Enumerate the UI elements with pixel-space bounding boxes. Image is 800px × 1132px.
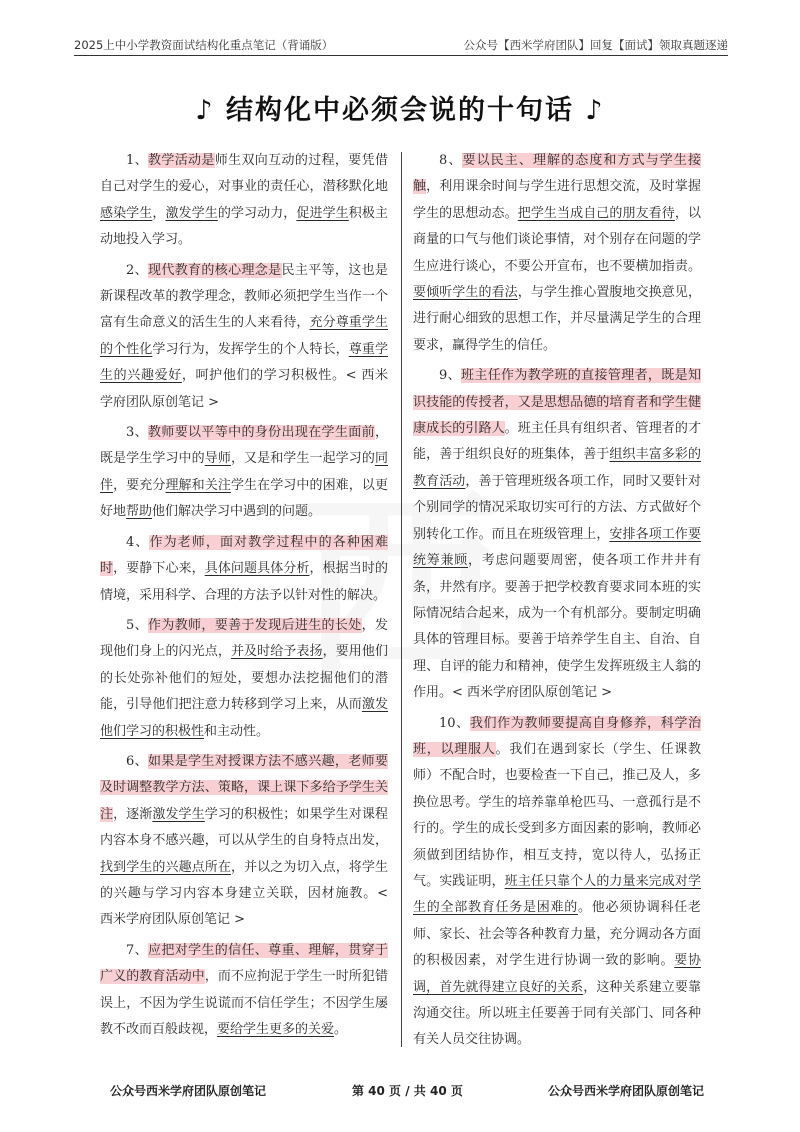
highlighted-text: 我们作为教师要提高自身修养，科学治班，以理服人 <box>413 715 701 757</box>
body-text: ，以商量的口气与他们谈论事情，对个别存在问题的学生应进行谈心，不要公开宣布，也不要横加指责。 <box>413 205 701 274</box>
underlined-text: 班主任只靠个人的力量来完成对学生的全部教育任务是困难的 <box>413 873 701 916</box>
page-footer <box>0 1082 800 1102</box>
underlined-text: 要倾听学生的看法 <box>413 285 518 301</box>
body-text: ，要用他们的长处弥补他们的短处，要想办法挖掘他们的潜能，引导他们把注意力转移到学习上来，从而 <box>100 644 388 713</box>
highlighted-text: 教学活动是 <box>147 153 215 168</box>
body-text: 8、 <box>439 153 463 168</box>
body-text: 他们解决学习中遇到的问题。 <box>152 504 322 520</box>
underlined-text: 安排各项工作要统筹兼顾 <box>413 526 701 569</box>
page-title: ♪ 结构化中必须会说的十句话 ♪ <box>195 95 605 126</box>
paragraph-6 <box>100 749 388 934</box>
body-text: 7、 <box>126 942 148 958</box>
body-text: ，发现他们身上的闪光点， <box>100 617 388 660</box>
underlined-text: 同伴 <box>100 451 388 493</box>
body-text: 5、 <box>126 617 148 633</box>
underlined-text: 导师 <box>204 451 231 467</box>
underlined-text: 要给学生更多的关爱 <box>217 1022 335 1037</box>
underlined-text: 感染学生 <box>100 205 153 221</box>
body-text: 10、 <box>439 715 470 731</box>
underlined-text: 尊重学生的兴趣爱好 <box>100 341 388 384</box>
body-text: 学习的积极性；如果学生对课程内容本身不感兴趣，可以从学生的自身特点出发， <box>100 806 388 849</box>
body-text: 9、 <box>439 368 461 384</box>
underlined-text: 找到学生的兴趣点所在 <box>100 859 231 875</box>
underlined-text: 帮助 <box>126 504 153 520</box>
body-text: ，善于管理班级各项工作，同时又要针对个别同学的情况采取切实可行的方法、方式做好个别转化工作。而且在班级管理上， <box>413 473 701 542</box>
highlighted-text: 现代教育的核心理念是 <box>147 262 282 278</box>
body-text: ，而不应拘泥于学生一时所犯错误上，不因为学生说谎而不信任学生；不因学生屡教不改而百般歧视， <box>100 969 388 1037</box>
paragraph-1 <box>100 148 388 254</box>
body-text: 学习行为，发挥学生的个人特长， <box>152 341 349 357</box>
body-text: ， <box>152 205 166 221</box>
body-text: ，这种关系建立要靠沟通交往。所以班主任要善于同有关部门、同各种有关人员交往协调。 <box>413 979 701 1048</box>
body-text: 的学习动力， <box>217 205 297 221</box>
highlighted-text: 应把对学生的信任、尊重、理解，贯穿于广义的教育活动中 <box>100 942 388 985</box>
body-text: 。他必须协调科任老师、家长、社会等各种教育力量，充分调动各方面的积极因素，对学生进行协调一致的影响。 <box>413 900 701 969</box>
body-text: ，又是和学生一起学习的 <box>230 451 375 467</box>
paragraph-10 <box>413 711 701 1054</box>
body-text: ，逐渐 <box>113 806 153 822</box>
underlined-text: 把学生当成自己的朋友看待 <box>517 205 675 221</box>
body-text: 。班主任具有组织者、管理者的才能，善于组织良好的班集体，善于 <box>413 421 701 463</box>
highlighted-text: 如果是学生对授课方法不感兴趣，老师要及时调整教学方法、策略，课上课下多给予学生关注 <box>100 753 388 822</box>
page-header <box>74 34 728 56</box>
underlined-text: 促进学生 <box>296 205 349 221</box>
underlined-text: 充分尊重学生的个性化 <box>100 315 388 357</box>
body-text: ，根据当时的情境，采用科学、合理的方法予以针对性的解决。 <box>100 561 388 603</box>
paragraph-5 <box>100 613 388 745</box>
body-text: ，考虑问题要周密，使各项工作井井有条，井然有序。要善于把学校教育要求同本班的实际情况结合起来，成为一个有机部分。要制定明确具体的管理目标。要善于培养学生自主、自治、自理、自评的能力和精神，使学生发挥班级主人翁的作用。< 西米学府团队原创笔记 > <box>413 553 701 701</box>
paragraph-9 <box>413 363 701 706</box>
footer-left-text: 公众号西米学府团队原创笔记 <box>110 1084 267 1098</box>
body-text: ，与学生推心置腹地交换意见，进行耐心细致的思想工作，并尽量满足学生的合理要求，赢得学生的信任。 <box>413 285 701 353</box>
underlined-text: 具体问题具体分析 <box>204 561 310 577</box>
body-text: 学生在学习中的困难，以更好地 <box>100 477 388 520</box>
body-text: 3、 <box>126 425 148 441</box>
body-text: 4、 <box>126 534 150 550</box>
body-text: 积极主动地投入学习。 <box>100 205 388 248</box>
body-text: ，要静下心来， <box>113 561 205 577</box>
paragraph-2 <box>100 258 388 416</box>
header-rule <box>74 55 728 56</box>
right-column <box>413 148 701 1058</box>
underlined-text: 激发学生 <box>152 806 205 822</box>
body-text: 师生双向互动的过程，要凭借自己对学生的爱心，对事业的责任心，潜移默化地 <box>100 153 388 195</box>
highlighted-text: 教师要以平等中的身份出现在学生面前 <box>147 425 375 441</box>
header-right-text: 公众号【西米学府团队】回复【面试】领取真题逐递 <box>463 38 728 52</box>
footer-right-text: 公众号西米学府团队原创笔记 <box>548 1084 705 1098</box>
left-column <box>100 148 388 1047</box>
underlined-text: 并及时给予表扬 <box>230 644 323 660</box>
body-text: 。 <box>334 1022 348 1037</box>
column-divider <box>401 152 402 1047</box>
page-number: 第 40 页 / 共 40 页 <box>352 1084 463 1098</box>
paragraph-4 <box>100 530 388 609</box>
paragraph-3 <box>100 420 388 526</box>
underlined-text: 激发他们学习的积极性 <box>100 697 388 739</box>
body-text: ，要充分 <box>113 477 166 493</box>
underlined-text: 理解和关注 <box>165 477 231 493</box>
body-text: 和主动性。 <box>204 723 270 739</box>
highlighted-text: 班主任作为教学班的直接管理者，既是知识技能的传授者，又是思想品德的培育者和学生健康成长的引路人 <box>413 368 701 437</box>
body-text: ，既是学生学习中的 <box>100 425 388 467</box>
underlined-text: 组织丰富多彩的教育活动 <box>413 447 701 489</box>
header-left-text: 2025上中小学教资面试结构化重点笔记（背诵版） <box>74 38 334 52</box>
body-text: 。我们在遇到家长（学生、任课教师）不配合时，也要检查一下自己，推己及人，多换位思考。学生的培养靠单枪匹马、一意孤行是不行的。学生的成长受到多方面因素的影响，教师必须做到团结协作，相互支持，宽以待人，弘扬正气。实践证明， <box>413 741 701 889</box>
highlighted-text: 要以民主、理解的态度和方式与学生接触 <box>413 153 701 195</box>
highlighted-text: 作为老师，面对教学过程中的各种困难时 <box>100 534 388 577</box>
body-text: ，利用课余时间与学生进行思想交流，及时掌握学生的思想动态。 <box>413 179 701 221</box>
body-text: 6、 <box>126 753 148 769</box>
paragraph-8 <box>413 148 701 359</box>
body-text: 民主平等，这也是新课程改革的教学理念，教师必须把学生当作一个富有生命意义的活生生的人来看待， <box>100 262 388 331</box>
highlighted-text: 作为教师，要善于发现后进生的长处 <box>147 617 362 633</box>
underlined-text: 要协调，首先就得建立良好的关系 <box>413 953 701 995</box>
body-text: ，并以之为切入点，将学生的兴趣与学习内容本身建立关联，因材施教。< 西米学府团队原创笔记 > <box>100 859 388 928</box>
body-text: 1、 <box>126 153 148 168</box>
paragraph-7 <box>100 938 388 1044</box>
body-text: ，呵护他们的学习积极性。< 西米学府团队原创笔记 > <box>100 368 388 410</box>
underlined-text: 激发学生 <box>165 205 218 221</box>
body-text: 2、 <box>126 262 148 278</box>
